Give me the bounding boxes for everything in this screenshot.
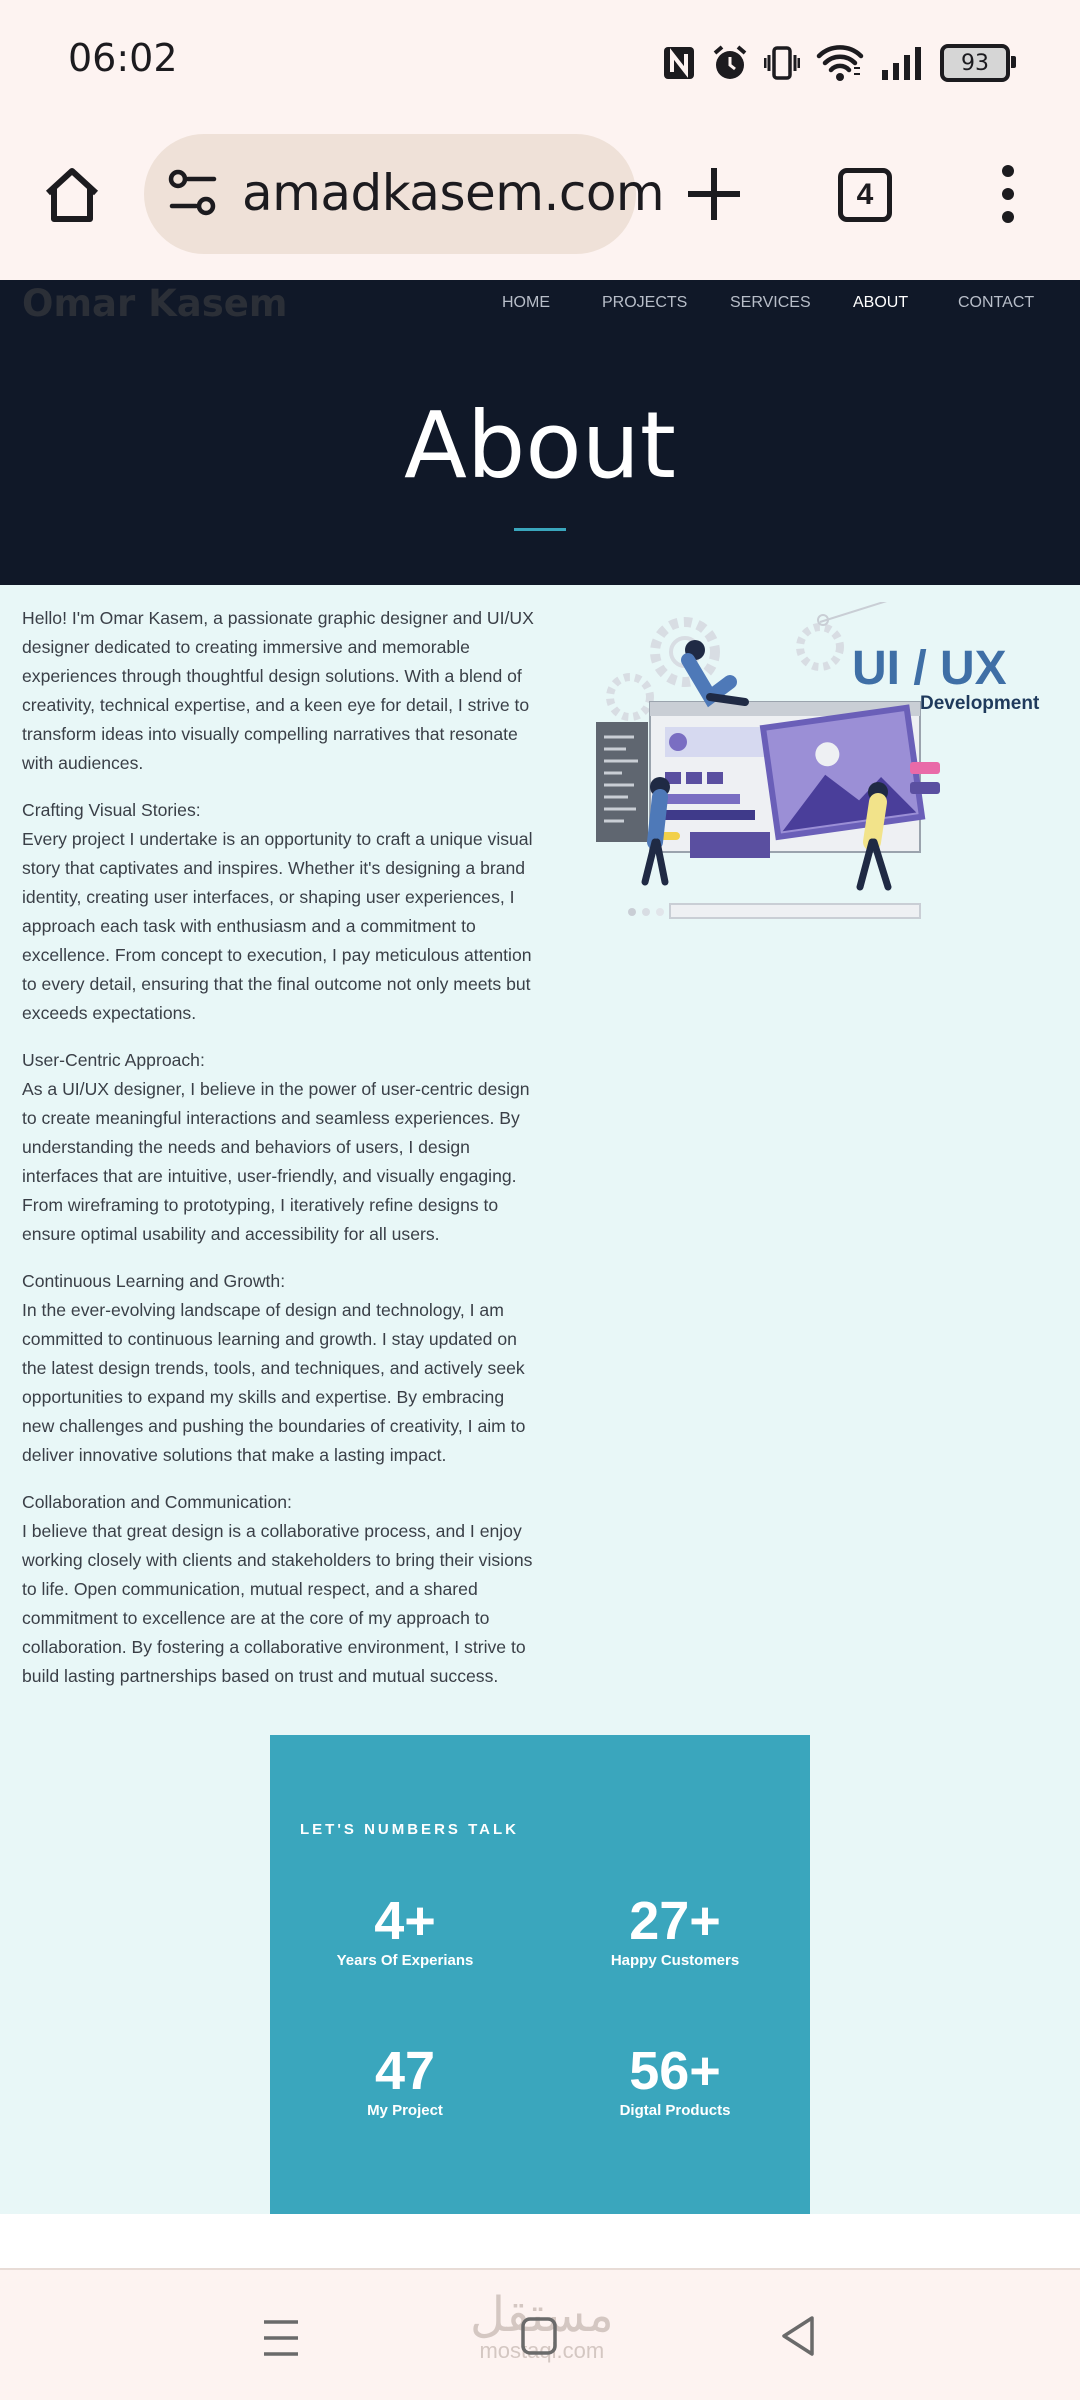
title-divider <box>514 528 566 531</box>
nav-projects[interactable]: PROJECTS <box>602 294 688 311</box>
page-title: About <box>403 392 676 499</box>
illustration-heading: UI / UX <box>852 642 1007 695</box>
section-user-centric <box>22 1046 534 1249</box>
new-tab-icon[interactable] <box>684 164 744 224</box>
about-content <box>22 604 534 1709</box>
battery-icon <box>940 44 1010 82</box>
watermark-arabic: مستقل <box>470 2287 614 2343</box>
site-settings-icon[interactable] <box>168 168 218 220</box>
nav-contact[interactable]: CONTACT <box>958 294 1035 311</box>
stat-projects <box>295 2040 515 2119</box>
home-icon[interactable] <box>40 160 104 230</box>
system-navigation-bar <box>0 2270 1080 2400</box>
status-icons <box>662 38 1010 88</box>
tab-switcher-icon[interactable] <box>838 168 892 222</box>
section-title: Collaboration and Communication: <box>22 1492 292 1512</box>
nav-about[interactable]: ABOUT <box>853 294 909 311</box>
stat-value: 56+ <box>629 2041 721 2101</box>
back-icon[interactable] <box>778 2314 818 2358</box>
section-body: As a UI/UX designer, I believe in the power of user-centric design to create meaningful interactions and seamless experiences. By understanding the needs and behaviors of users, I design interfaces that are intuitive, user-friendly, and visually engaging. From wireframing to prototyping, I iteratively refine designs to ensure optimal usability and accessibility for all users. <box>22 1079 530 1244</box>
site-brand[interactable]: Omar Kasem <box>22 282 288 325</box>
ui-ux-illustration <box>560 602 1050 942</box>
section-body: In the ever-evolving landscape of design and technology, I am committed to continuous learning and growth. I stay updated on the latest design trends, tools, and techniques, and actively seek opportunities to expand my skills and expertise. By embracing new challenges and pushing the boundaries of creativity, I aim to deliver innovative solutions that make a lasting impact. <box>22 1300 526 1465</box>
section-collaboration <box>22 1488 534 1691</box>
url-text[interactable]: amadkasem.com <box>242 164 665 222</box>
section-title: User-Centric Approach: <box>22 1050 205 1070</box>
web-page <box>0 280 1080 2214</box>
recents-icon[interactable] <box>262 2318 300 2358</box>
intro-paragraph: Hello! I'm Omar Kasem, a passionate graphic designer and UI/UX designer dedicated to creating immersive and memorable experiences through thoughtful design solutions. With a blend of creativity, technical expertise, and a keen eye for detail, I strive to transform ideas into visually compelling narratives that resonate with audiences. <box>22 608 534 773</box>
section-crafting <box>22 796 534 1028</box>
section-title: Crafting Visual Stories: <box>22 800 201 820</box>
nfc-icon <box>662 45 696 81</box>
home-nav-icon[interactable] <box>520 2316 558 2356</box>
more-menu-icon[interactable] <box>992 164 1024 224</box>
stat-label: Years Of Experians <box>336 1952 474 1969</box>
section-body: I believe that great design is a collaborative process, and I enjoy working closely with clients and stakeholders to bring their visions to life. Open communication, mutual respect, and a shared commitment to excellence are at the core of my approach to collaboration. By fostering a collaborative environment, I strive to build lasting partnerships based on trust and mutual success. <box>22 1521 533 1686</box>
alarm-icon <box>712 44 748 82</box>
stat-label: Happy Customers <box>610 1952 740 1969</box>
stat-customers <box>565 1890 785 1969</box>
stat-label: My Project <box>367 2102 443 2119</box>
watermark-latin: mostaql.com <box>479 2338 605 2363</box>
stat-value: 4+ <box>374 1891 436 1951</box>
vibrate-icon <box>764 45 800 81</box>
address-bar[interactable] <box>144 134 665 254</box>
battery-level: 93 <box>940 44 1010 82</box>
signal-icon <box>880 46 924 80</box>
stats-heading: LET'S NUMBERS TALK <box>300 1821 519 1838</box>
section-title: Continuous Learning and Growth: <box>22 1271 286 1291</box>
hero-header <box>0 280 1080 585</box>
illustration-subheading: Development <box>920 693 1040 714</box>
tab-count: 4 <box>856 178 874 211</box>
stat-products <box>565 2040 785 2119</box>
nav-home[interactable]: HOME <box>502 294 550 311</box>
stats-panel <box>270 1735 810 2214</box>
page-bottom-strip <box>0 2214 1080 2270</box>
wifi-icon <box>816 44 864 82</box>
stat-value: 27+ <box>629 1891 721 1951</box>
status-time: 06:02 <box>68 36 178 80</box>
section-learning <box>22 1267 534 1470</box>
status-bar <box>0 0 1080 120</box>
section-body: Every project I undertake is an opportunity to craft a unique visual story that captivates and inspires. Whether it's designing a brand identity, creating user interfaces, or shaping user experiences, I approach each task with enthusiasm and a commitment to excellence. From concept to execution, I pay meticulous attention to every detail, ensuring that the final outcome not only meets but exceeds expectations. <box>22 829 533 1023</box>
stat-label: Digtal Products <box>619 2102 731 2119</box>
stat-years <box>295 1890 515 1969</box>
browser-toolbar <box>0 120 1080 280</box>
stat-value: 47 <box>374 2041 436 2101</box>
nav-services[interactable]: SERVICES <box>730 294 811 311</box>
